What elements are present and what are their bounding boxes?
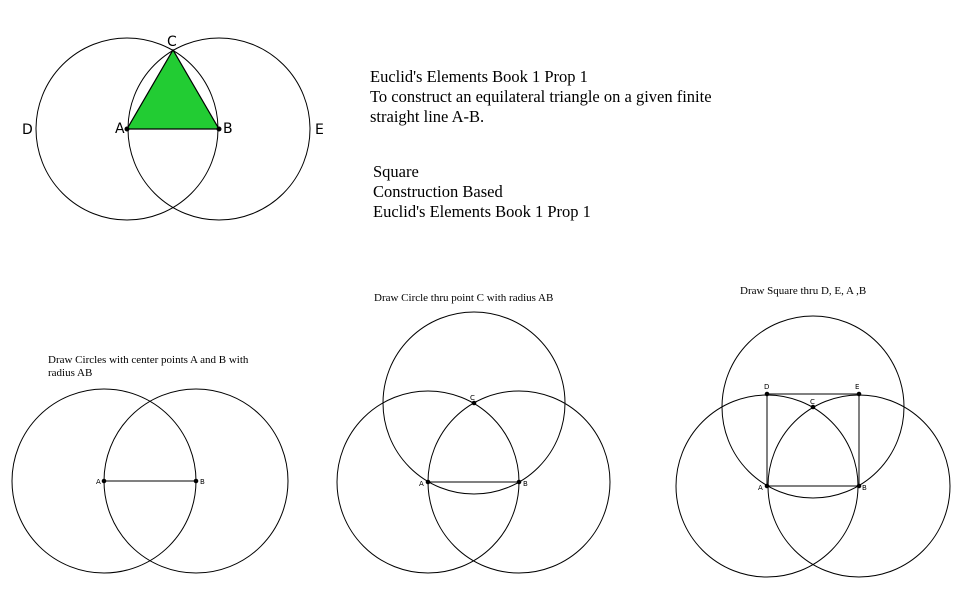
- step2-figure: [337, 312, 610, 573]
- step3-label-b: B: [862, 484, 867, 492]
- main-label-c: C: [167, 34, 177, 50]
- main-figure: [36, 38, 310, 220]
- step1-label-a: A: [96, 478, 101, 486]
- main-label-b: B: [223, 121, 233, 137]
- step3-point-e: [857, 392, 861, 396]
- subtitle-line-1: Square: [373, 162, 419, 181]
- step1-caption: [48, 354, 248, 380]
- step3-point-d: [765, 392, 769, 396]
- step2-point-a: [426, 480, 430, 484]
- title-line-2: To construct an equilateral triangle on a given finite: [370, 87, 712, 106]
- step3-figure: [676, 316, 950, 577]
- title-line-3: straight line A-B.: [370, 107, 485, 126]
- step3-caption: Draw Square thru D, E, A ,B: [740, 285, 867, 297]
- step3-label-d: D: [764, 383, 770, 391]
- main-label-e: E: [315, 122, 324, 138]
- step2-label-a: A: [419, 480, 424, 488]
- step2-label-c: C: [470, 394, 475, 402]
- step3-label-e: E: [855, 383, 860, 391]
- equilateral-triangle: [127, 50, 219, 129]
- main-label-d: D: [22, 122, 33, 138]
- subtitle-line-2: Construction Based: [373, 182, 503, 201]
- point-a: [125, 127, 129, 131]
- step1-point-b: [194, 479, 198, 483]
- subtitle-line-3: Euclid's Elements Book 1 Prop 1: [373, 202, 591, 221]
- point-b: [217, 127, 221, 131]
- step2-point-b: [517, 480, 521, 484]
- step3-point-a: [765, 484, 769, 488]
- step3-point-b: [857, 484, 861, 488]
- subtitle-block: [373, 162, 591, 222]
- step1-caption-line-2: radius AB: [48, 367, 93, 379]
- step2-caption: Draw Circle thru point C with radius AB: [374, 292, 554, 304]
- step1-point-a: [102, 479, 106, 483]
- step3-label-a: A: [758, 484, 763, 492]
- step2-label-b: B: [523, 480, 528, 488]
- step1-figure: [12, 389, 288, 573]
- step1-label-b: B: [200, 478, 205, 486]
- main-label-a: A: [115, 121, 125, 137]
- title-block: [370, 67, 712, 127]
- step3-label-c: C: [810, 398, 815, 406]
- step1-caption-line-1: Draw Circles with center points A and B with: [48, 354, 249, 366]
- title-line-1: Euclid's Elements Book 1 Prop 1: [370, 67, 588, 86]
